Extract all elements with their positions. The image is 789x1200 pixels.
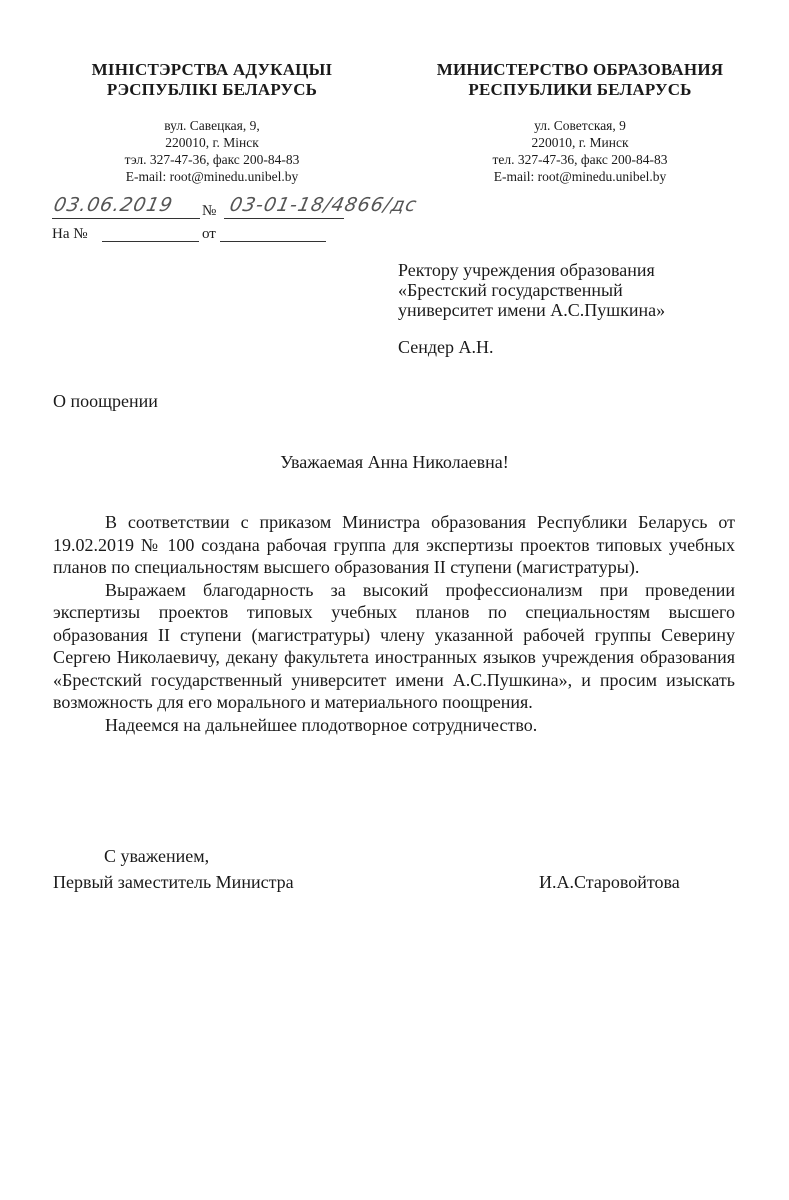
addressee-line: Ректору учреждения образования: [398, 260, 655, 280]
addressee-name: Сендер А.Н.: [398, 337, 494, 357]
letter-body: [53, 511, 735, 736]
contact-address-street: вул. Савецкая, 9,: [164, 118, 260, 133]
letterhead-title-russian: [415, 60, 745, 100]
contact-address-city: 220010, г. Мінск: [165, 135, 259, 150]
letterhead-title-belarusian: [52, 60, 372, 100]
contact-address-street: ул. Советская, 9: [534, 118, 626, 133]
contact-address-city: 220010, г. Минск: [531, 135, 629, 150]
letterhead-title-line: РЕСПУБЛИКИ БЕЛАРУСЬ: [468, 80, 692, 99]
reply-date-underline: [220, 241, 326, 242]
body-paragraph: Надеемся на дальнейшее плодотворное сотрудничество.: [105, 714, 538, 735]
reply-date-label: от: [202, 226, 216, 242]
registration-block: [52, 192, 452, 252]
addressee-line: «Брестский государственный: [398, 280, 623, 300]
signature-closing: С уважением,: [104, 846, 210, 866]
contact-email: E-mail: root@minedu.unibel.by: [125, 169, 299, 184]
letter-greeting: Уважаемая Анна Николаевна!: [280, 452, 509, 472]
body-paragraph: В соответствии с приказом Министра образования Республики Беларусь от 19.02.2019 № 100 создана рабочая группа для экспертизы проектов типовых учебных планов по специальностям высшего образования II ступени (магистратуры).: [53, 512, 735, 577]
date-underline: [52, 218, 200, 219]
reply-number-label: На №: [52, 226, 88, 242]
signature-name: И.А.Старовойтова: [539, 872, 680, 892]
letter-subject: О поощрении: [53, 391, 158, 411]
letterhead-title-line: МИНИСТЕРСТВО ОБРАЗОВАНИЯ: [436, 60, 724, 79]
contact-phone-fax: тэл. 327-47-36, факс 200-84-83: [124, 152, 300, 167]
letterhead-title-line: МІНІСТЭРСТВА АДУКАЦЫІ: [91, 60, 333, 79]
letterhead-contact-belarusian: [62, 117, 362, 185]
number-underline: [224, 218, 344, 219]
contact-phone-fax: тел. 327-47-36, факс 200-84-83: [492, 152, 668, 167]
addressee-line: университет имени А.С.Пушкина»: [398, 300, 666, 320]
letterhead-contact-russian: [425, 117, 735, 185]
letterhead-title-line: РЭСПУБЛІКІ БЕЛАРУСЬ: [106, 80, 318, 99]
handwritten-date: 03.06.2019: [51, 194, 176, 216]
reply-number-underline: [102, 241, 199, 242]
handwritten-number: 03-01-18/4866/дс: [227, 194, 420, 216]
contact-email: E-mail: root@minedu.unibel.by: [493, 169, 667, 184]
addressee-block: [398, 260, 748, 320]
body-paragraph: Выражаем благодарность за высокий профессионализм при проведении экспертизы проектов типовых учебных планов по специальностям высшего образования II ступени (магистратуры) члену указанной рабочей группы Северину Сергею Николаевичу, декану факультета иностранных языков учреждения образования «Брестский государственный университет имени А.С.Пушкина», и просим изыскать возможность для его морального и материального поощрения.: [53, 579, 735, 712]
signature-position: Первый заместитель Министра: [53, 872, 294, 892]
number-label: №: [202, 203, 217, 219]
